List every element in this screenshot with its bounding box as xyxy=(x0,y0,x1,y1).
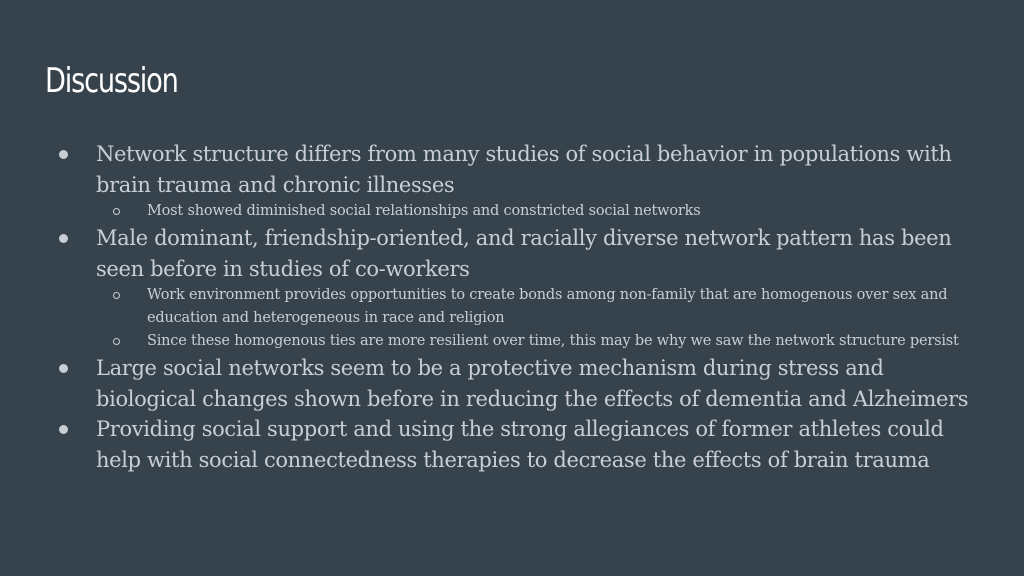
bullet-text: Providing social support and using the strong allegiances of former athletes could help with social connectedness therapies to decrease the effects of brain trauma xyxy=(96,417,944,472)
bullet-item xyxy=(0,353,976,414)
bullet-dot-icon xyxy=(59,234,68,243)
sub-bullet-item xyxy=(0,284,967,330)
sub-bullet-item xyxy=(0,200,967,223)
slide-title: Discussion xyxy=(45,61,178,101)
sub-bullet-circle-icon xyxy=(113,338,120,345)
bullet-dot-icon xyxy=(59,364,68,373)
bullet-item xyxy=(0,223,976,284)
bullet-dot-icon xyxy=(59,425,68,434)
sub-bullet-text: Since these homogenous ties are more resilient over time, this may be why we saw the network structure persist xyxy=(147,333,959,349)
sub-bullet-text: Work environment provides opportunities to create bonds among non-family that are homogenous over sex and education and heterogeneous in race and religion xyxy=(147,287,948,326)
sub-bullet-item xyxy=(0,330,967,353)
bullet-text: Network structure differs from many studies of social behavior in populations with brain trauma and chronic illnesses xyxy=(96,142,952,197)
sub-bullet-text: Most showed diminished social relationships and constricted social networks xyxy=(147,203,701,219)
sub-bullet-circle-icon xyxy=(113,208,120,215)
bullet-item xyxy=(0,139,976,200)
sub-bullet-circle-icon xyxy=(113,292,120,299)
bullet-text: Male dominant, friendship-oriented, and racially diverse network pattern has been seen before in studies of co-workers xyxy=(96,226,952,281)
bullet-text: Large social networks seem to be a protective mechanism during stress and biological changes shown before in reducing the effects of dementia and Alzheimers xyxy=(96,356,969,411)
bullet-item xyxy=(0,414,976,475)
bullet-dot-icon xyxy=(59,150,68,159)
bullet-list xyxy=(0,139,1024,475)
